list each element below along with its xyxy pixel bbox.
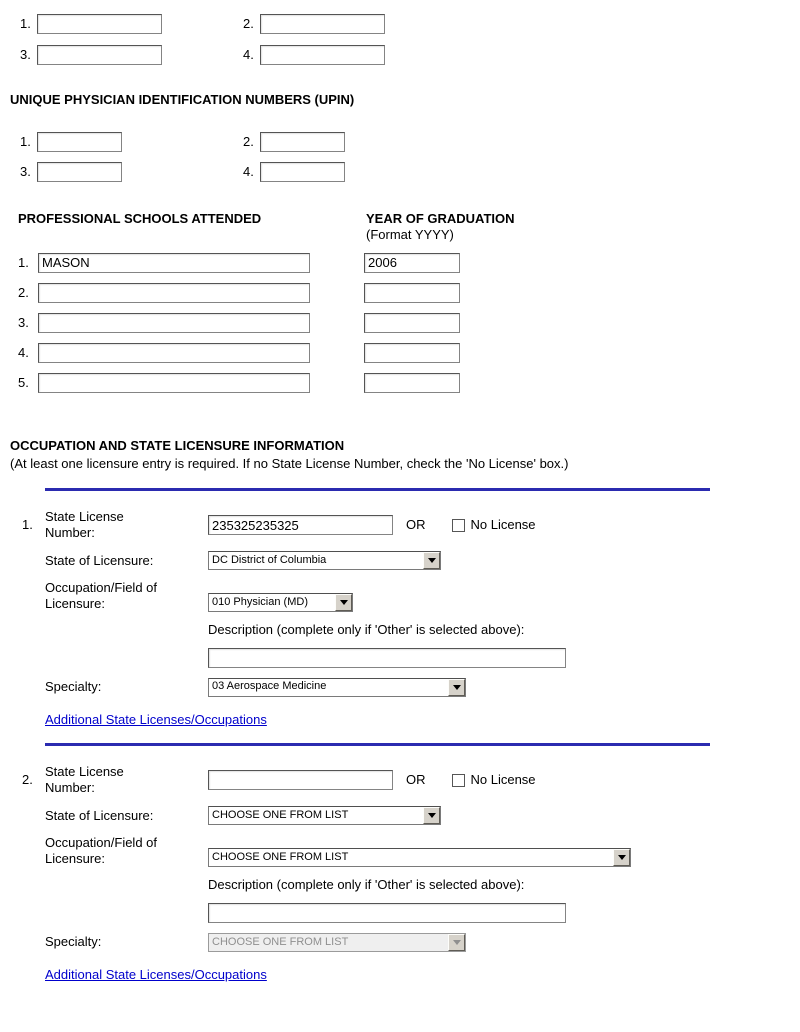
licensure-heading: OCCUPATION AND STATE LICENSURE INFORMATION: [10, 437, 345, 453]
description-input-1[interactable]: [208, 648, 566, 668]
no-license-checkbox-1[interactable]: [452, 519, 465, 532]
state-of-licensure-select-1[interactable]: [208, 551, 441, 570]
field-number-label: 3.: [18, 314, 29, 330]
select-value: CHOOSE ONE FROM LIST: [212, 808, 349, 821]
schools-heading: PROFESSIONAL SCHOOLS ATTENDED: [18, 210, 262, 226]
entry-number: 2.: [22, 772, 33, 788]
graduation-year-input-4[interactable]: [364, 343, 460, 363]
section-divider: [45, 743, 710, 746]
field-number-label: 1.: [18, 254, 29, 270]
chevron-down-icon: [613, 849, 630, 866]
specialty-select-2: [208, 933, 466, 952]
state-license-number-label-cell: [45, 509, 208, 541]
upin-input-1[interactable]: [37, 132, 122, 152]
specialty-label: Specialty:: [45, 934, 102, 950]
or-label: OR: [406, 517, 426, 533]
numbered-row: [0, 132, 800, 152]
field-number-label: 2.: [243, 16, 254, 32]
chevron-down-icon: [448, 679, 465, 696]
select-value: DC District of Columbia: [212, 553, 327, 566]
upin-heading: UNIQUE PHYSICIAN IDENTIFICATION NUMBERS (UPIN): [10, 92, 355, 107]
numbered-pair: [243, 132, 345, 152]
field-number-label: 1.: [20, 16, 31, 32]
graduation-year-input-3[interactable]: [364, 313, 460, 333]
top-field-input-2[interactable]: [260, 14, 385, 34]
occupation-select-2[interactable]: [208, 848, 631, 867]
numbered-pair: [243, 162, 345, 182]
description-input-row: [0, 648, 800, 668]
specialty-row: [0, 678, 800, 697]
specialty-select-1[interactable]: [208, 678, 466, 697]
select-value: CHOOSE ONE FROM LIST: [212, 935, 349, 948]
state-license-number-label: State License Number:: [45, 764, 124, 796]
numbered-pair: [20, 162, 243, 182]
field-number-label: 4.: [18, 344, 29, 360]
chevron-down-icon: [448, 934, 465, 951]
licensure-section: [0, 438, 800, 983]
licensure-note: (At least one licensure entry is required. If no State License Number, check the 'No License' box.): [10, 456, 569, 472]
upin-input-4[interactable]: [260, 162, 345, 182]
graduation-year-input-2[interactable]: [364, 283, 460, 303]
occupation-select-1[interactable]: [208, 593, 353, 612]
additional-licenses-link-row: [0, 712, 800, 728]
or-label: OR: [406, 772, 426, 788]
state-of-licensure-label: State of Licensure:: [45, 552, 154, 568]
upin-input-3[interactable]: [37, 162, 122, 182]
occupation-label: Occupation/Field of Licensure:: [45, 835, 158, 867]
year-format-note: (Format YYYY): [366, 226, 454, 242]
top-field-input-3[interactable]: [37, 45, 162, 65]
numbered-pair: [20, 45, 243, 65]
select-value: CHOOSE ONE FROM LIST: [212, 850, 349, 863]
school-row: [0, 343, 800, 363]
license-number-row: [0, 764, 800, 796]
top-numbered-fields: [0, 14, 800, 65]
top-field-input-4[interactable]: [260, 45, 385, 65]
school-row: [0, 313, 800, 333]
description-label-row: [0, 877, 800, 893]
occupation-row: [0, 580, 800, 612]
state-license-number-label-cell: [45, 764, 208, 796]
field-number-label: 3.: [20, 47, 31, 63]
field-number-label: 4.: [243, 47, 254, 63]
graduation-year-input-5[interactable]: [364, 373, 460, 393]
upin-input-2[interactable]: [260, 132, 345, 152]
school-row: [0, 283, 800, 303]
specialty-row: [0, 933, 800, 952]
entry-number: 1.: [22, 517, 33, 533]
graduation-year-input-1[interactable]: [364, 253, 460, 273]
state-of-licensure-label: State of Licensure:: [45, 807, 154, 823]
state-of-licensure-row: [0, 806, 800, 825]
field-number-label: 5.: [18, 374, 29, 390]
description-label: Description (complete only if 'Other' is selected above):: [208, 876, 525, 892]
school-input-2[interactable]: [38, 283, 310, 303]
no-license-label: No License: [470, 772, 536, 788]
additional-licenses-link-row: [0, 967, 800, 983]
schools-section: [0, 211, 800, 393]
field-number-label: 2.: [243, 133, 254, 149]
no-license-checkbox-2[interactable]: [452, 774, 465, 787]
schools-header-row: [0, 211, 800, 243]
numbered-pair: [243, 45, 385, 65]
additional-licenses-link-2[interactable]: Additional State Licenses/Occupations: [45, 966, 267, 982]
upin-section: [0, 92, 800, 182]
specialty-label: Specialty:: [45, 679, 102, 695]
description-input-row: [0, 903, 800, 923]
numbered-row: [0, 162, 800, 182]
numbered-pair: [20, 132, 243, 152]
description-input-2[interactable]: [208, 903, 566, 923]
field-number-label: 1.: [20, 133, 31, 149]
description-label: Description (complete only if 'Other' is selected above):: [208, 621, 525, 637]
field-number-label: 3.: [20, 163, 31, 179]
school-input-1[interactable]: [38, 253, 310, 273]
chevron-down-icon: [423, 552, 440, 569]
year-of-graduation-heading: YEAR OF GRADUATION: [366, 210, 515, 226]
top-field-input-1[interactable]: [37, 14, 162, 34]
occupation-row: [0, 835, 800, 867]
select-value: 03 Aerospace Medicine: [212, 680, 327, 693]
license-number-row: [0, 509, 800, 541]
school-input-3[interactable]: [38, 313, 310, 333]
school-row: [0, 253, 800, 273]
field-number-label: 4.: [243, 163, 254, 179]
chevron-down-icon: [335, 594, 352, 611]
additional-licenses-link-1[interactable]: Additional State Licenses/Occupations: [45, 711, 267, 727]
occupation-label: Occupation/Field of Licensure:: [45, 580, 158, 611]
description-label-row: [0, 622, 800, 638]
numbered-row: [0, 14, 800, 34]
school-row: [0, 373, 800, 393]
state-license-number-input-2[interactable]: [208, 770, 393, 790]
chevron-down-icon: [423, 807, 440, 824]
numbered-pair: [20, 14, 243, 34]
select-value: 010 Physician (MD): [212, 595, 308, 608]
state-license-number-label: State License Number:: [45, 509, 124, 541]
no-license-label: No License: [470, 517, 536, 533]
state-license-number-input-1[interactable]: [208, 515, 393, 535]
numbered-pair: [243, 14, 385, 34]
licensure-entry-1: [0, 509, 800, 727]
year-heading-block: [366, 211, 515, 243]
field-number-label: 2.: [18, 284, 29, 300]
school-input-5[interactable]: [38, 373, 310, 393]
school-input-4[interactable]: [38, 343, 310, 363]
state-of-licensure-row: [0, 551, 800, 570]
state-of-licensure-select-2[interactable]: [208, 806, 441, 825]
license-number-controls: [208, 770, 800, 790]
license-number-controls: [208, 515, 800, 535]
numbered-row: [0, 45, 800, 65]
section-divider: [45, 488, 710, 491]
licensure-entry-2: [0, 764, 800, 982]
